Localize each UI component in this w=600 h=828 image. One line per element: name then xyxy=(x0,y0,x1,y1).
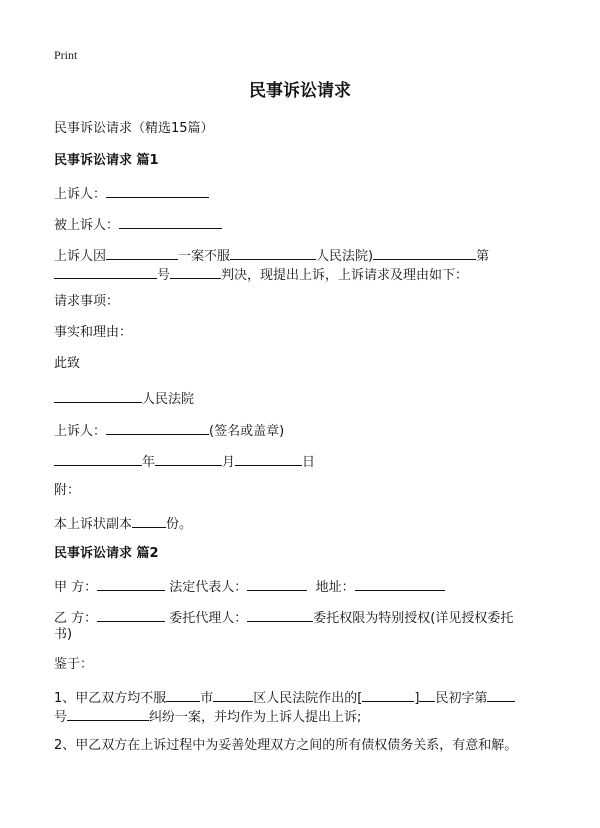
document-title: 民事诉讼请求 xyxy=(249,81,351,101)
agent-label: 委托代理人： xyxy=(169,611,248,626)
text: 市 xyxy=(200,691,214,706)
blank xyxy=(54,389,142,403)
text: 一案不服 xyxy=(178,249,231,264)
blank xyxy=(419,688,435,702)
blank xyxy=(54,452,142,466)
attachment-label: 附： xyxy=(54,483,81,498)
text: 号 xyxy=(157,268,171,283)
text: 上诉人因 xyxy=(54,249,107,264)
blank xyxy=(54,265,157,279)
text: 人民法院) xyxy=(316,249,374,264)
party-a-line xyxy=(54,577,445,596)
text: 份。 xyxy=(166,517,193,532)
address-label: 地址： xyxy=(315,580,355,595)
blank xyxy=(355,577,445,591)
text: 1、甲乙双方均不服 xyxy=(54,691,167,706)
text: 第 xyxy=(476,249,490,264)
court-label: 人民法院 xyxy=(142,392,195,407)
authority-text: 委托权限为特别授权(详见授权委托 xyxy=(313,611,514,626)
blank xyxy=(97,577,165,591)
authority-continuation: 书) xyxy=(54,627,73,642)
blank xyxy=(247,608,313,622)
text: ] xyxy=(414,691,420,706)
print-link[interactable]: Print xyxy=(54,48,78,62)
blank xyxy=(166,688,200,702)
blank xyxy=(362,688,414,702)
blank xyxy=(67,707,149,721)
appellee-label: 被上诉人： xyxy=(54,218,120,233)
appeal-reason-line-1 xyxy=(54,246,489,265)
blank xyxy=(132,514,166,528)
copies-line xyxy=(54,514,192,533)
blank xyxy=(119,215,222,229)
blank xyxy=(106,184,209,198)
blank xyxy=(170,265,221,279)
blank xyxy=(106,421,209,435)
signature-line xyxy=(54,421,284,440)
item-1-line-2 xyxy=(54,707,361,726)
appellant-line xyxy=(54,184,209,203)
text: 判决，现提出上诉，上诉请求及理由如下： xyxy=(221,268,469,283)
whereas-label: 鉴于： xyxy=(54,657,94,672)
item-1-line-1 xyxy=(54,688,515,707)
blank xyxy=(487,688,515,702)
facts-label: 事实和理由： xyxy=(54,325,133,340)
appellant-label: 上诉人： xyxy=(54,187,107,202)
blank xyxy=(97,608,165,622)
text: 本上诉状副本 xyxy=(54,517,133,532)
appellee-line xyxy=(54,215,222,234)
signature-label: 上诉人： xyxy=(54,424,107,439)
blank xyxy=(235,452,302,466)
party-b-line xyxy=(54,608,513,627)
text: 民初字第 xyxy=(435,691,488,706)
text: 纠纷一案，并均作为上诉人提出上诉; xyxy=(149,710,362,725)
claims-label: 请求事项： xyxy=(54,294,120,309)
salutation: 此致 xyxy=(54,356,81,371)
legal-rep-label: 法定代表人： xyxy=(169,580,248,595)
year-label: 年 xyxy=(142,455,156,470)
party-b-label: 乙 方： xyxy=(54,611,98,626)
signature-note: (签名或盖章) xyxy=(209,424,285,439)
blank xyxy=(106,246,178,260)
item-2-line: 2、甲乙双方在上诉过程中为妥善处理双方之间的所有债权债务关系，有意和解。 xyxy=(54,738,518,753)
date-line xyxy=(54,452,315,471)
blank xyxy=(230,246,316,260)
text: 区人民法院作出的[ xyxy=(253,691,363,706)
court-line xyxy=(54,389,194,408)
month-label: 月 xyxy=(222,455,236,470)
day-label: 日 xyxy=(302,455,316,470)
blank xyxy=(213,688,253,702)
section-1-heading: 民事诉讼请求 篇1 xyxy=(54,153,159,168)
blank xyxy=(155,452,222,466)
blank xyxy=(247,577,307,591)
section-2-heading: 民事诉讼请求 篇2 xyxy=(54,546,159,561)
text: 号 xyxy=(54,710,68,725)
party-a-label: 甲 方： xyxy=(54,580,98,595)
blank xyxy=(373,246,476,260)
document-subtitle: 民事诉讼请求（精选15篇） xyxy=(54,121,214,136)
appeal-reason-line-2 xyxy=(54,265,468,284)
